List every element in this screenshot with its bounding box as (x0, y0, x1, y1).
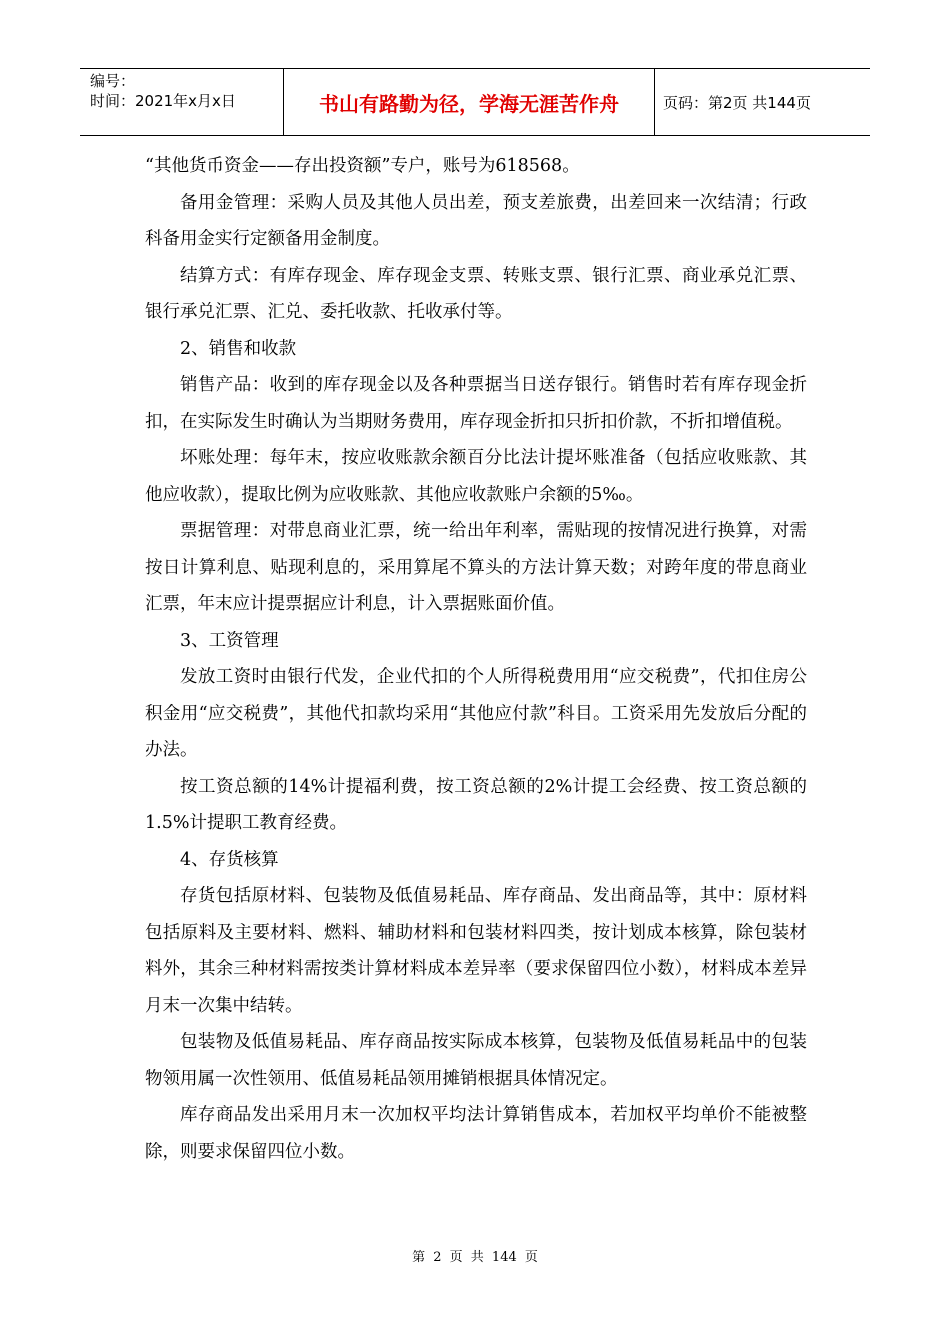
paragraph: 坏账处理：每年末，按应收账款余额百分比法计提坏账准备（包括应收账款、其他应收款），提取比例为应收账款、其他应收款账户余额的5‰。 (145, 448, 807, 505)
paragraph: “其他货币资金——存出投资额”专户，账号为618568。 (145, 156, 580, 176)
paragraph: 备用金管理：采购人员及其他人员出差，预支差旅费，出差回来一次结清；行政科备用金实行定额备用金制度。 (145, 192, 807, 249)
paragraph: 存货包括原材料、包装物及低值易耗品、库存商品、发出商品等，其中：原材料包括原料及主要材料、燃料、辅助材料和包装材料四类，按计划成本核算，除包装材料外，其余三种材料需按类计算材料成本差异率（要求保留四位小数），材料成本差异月末一次集中结转。 (145, 886, 807, 1016)
paragraph: 按工资总额的14%计提福利费，按工资总额的2%计提工会经费、按工资总额的1.5%计提职工教育经费。 (145, 776, 807, 833)
section-heading: 2、销售和收款 (180, 338, 297, 359)
document-date: 时间：2021年x月x日 (90, 92, 236, 110)
paragraph: 结算方式：有库存现金、库存现金支票、转账支票、银行汇票、商业承兑汇票、银行承兑汇票、汇兑、委托收款、托收承付等。 (145, 265, 807, 322)
paragraph: 库存商品发出采用月末一次加权平均法计算销售成本，若加权平均单价不能被整除，则要求保留四位小数。 (145, 1105, 807, 1162)
paragraph: 包装物及低值易耗品、库存商品按实际成本核算，包装物及低值易耗品中的包装物领用属一次性领用、低值易耗品领用摊销根据具体情况定。 (145, 1032, 807, 1089)
section-heading: 4、存货核算 (180, 849, 279, 870)
section-heading: 3、工资管理 (180, 630, 279, 651)
header-meta (80, 69, 283, 135)
page-header (80, 68, 870, 136)
header-motto: 书山有路勤为径，学海无涯苦作舟 (283, 69, 655, 135)
paragraph: 发放工资时由银行代发，企业代扣的个人所得税费用用“应交税费”，代扣住房公积金用“应交税费”，其他代扣款均采用“其他应付款”科目。工资采用先发放后分配的办法。 (145, 667, 807, 760)
page-footer: 第 2 页 共 144 页 (412, 1250, 538, 1265)
document-body (145, 148, 807, 1170)
paragraph: 票据管理：对带息商业汇票，统一给出年利率，需贴现的按情况进行换算，对需按日计算利息、贴现利息的，采用算尾不算头的方法计算天数；对跨年度的带息商业汇票，年末应计提票据应计利息，计入票据账面价值。 (145, 521, 807, 614)
header-page-info: 页码：第2页 共144页 (663, 93, 811, 112)
document-number-label: 编号： (90, 72, 136, 90)
paragraph: 销售产品：收到的库存现金以及各种票据当日送存银行。销售时若有库存现金折扣，在实际发生时确认为当期财务费用，库存现金折扣只折扣价款，不折扣增值税。 (145, 375, 807, 432)
